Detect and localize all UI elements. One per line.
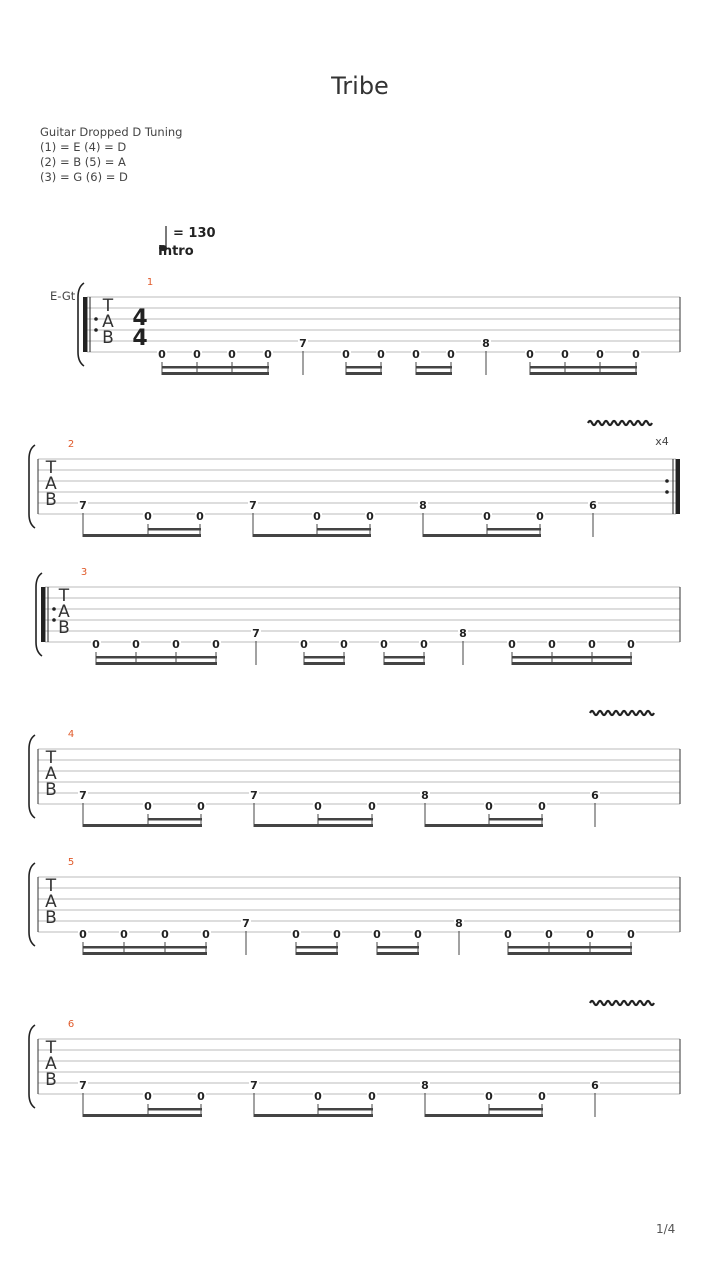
fret-number: 0 [264,348,272,361]
fret-number: 0 [526,348,534,361]
fret-number: 0 [586,928,594,941]
fret-number: 0 [132,638,140,651]
fret-number: 0 [144,1090,152,1103]
fret-number: 0 [485,800,493,813]
tuning-header: Guitar Dropped D Tuning [40,125,183,139]
fret-number: 0 [161,928,169,941]
repeat-dot [665,490,669,494]
fret-number: 7 [299,337,307,350]
beam-secondary [317,528,371,531]
beam-secondary [512,656,632,659]
beam-secondary [148,1108,202,1111]
fret-number: 0 [202,928,210,941]
fret-number: 0 [120,928,128,941]
beam [296,952,338,955]
beam [162,372,269,375]
beam [508,952,632,955]
measure-number: 5 [67,857,75,868]
tab-clef-letter: T [102,296,114,316]
fret-number: 0 [144,510,152,523]
fret-number: 0 [366,510,374,523]
fret-number: 8 [421,1079,429,1092]
repeat-dot [94,328,98,332]
beam-secondary [530,366,637,369]
tab-clef-letter: T [45,876,57,896]
fret-number: 0 [545,928,553,941]
repeat-dot [94,317,98,321]
fret-number: 0 [368,800,376,813]
tab-clef-letter: B [45,1070,57,1090]
tab-clef-letter: A [45,474,57,494]
beam [96,662,217,665]
system-bracket [29,1025,35,1108]
fret-number: 0 [314,800,322,813]
tab-clef-letter: A [58,602,70,622]
fret-number: 0 [632,348,640,361]
tab-clef-letter: B [45,908,57,928]
beam-secondary [304,656,345,659]
beam [83,952,207,955]
fret-number: 0 [172,638,180,651]
beam [377,952,419,955]
tab-clef-letter: A [102,312,114,332]
beam-secondary [489,818,543,821]
repeat-dot [52,618,56,622]
fret-number: 7 [79,789,87,802]
fret-number: 7 [79,499,87,512]
fret-number: 0 [292,928,300,941]
beam [346,372,382,375]
fret-number: 7 [252,627,260,640]
beam-secondary [377,946,419,949]
beam-secondary [489,1108,543,1111]
beam-secondary [83,946,207,949]
tuning-line: (3) = G (6) = D [40,170,128,184]
beam-secondary [487,528,541,531]
tab-clef-letter: A [45,764,57,784]
page-number: 1/4 [656,1222,676,1236]
fret-number: 0 [300,638,308,651]
tuning-line: (1) = E (4) = D [40,140,127,154]
fret-number: 7 [79,1079,87,1092]
tab-clef-letter: T [45,1038,57,1058]
tempo-value: = 130 [173,226,216,241]
fret-number: 0 [368,1090,376,1103]
beam [83,534,201,537]
fret-number: 0 [504,928,512,941]
fret-number: 0 [588,638,596,651]
section-label: Intro [158,244,194,259]
fret-number: 7 [250,789,258,802]
fret-number: 8 [482,337,490,350]
vibrato-icon [590,711,654,715]
repeat-dot [52,607,56,611]
fret-number: 6 [591,789,599,802]
beam-secondary [384,656,425,659]
beam [254,824,373,827]
fret-number: 8 [419,499,427,512]
fret-number: 7 [242,917,250,930]
fret-number: 0 [158,348,166,361]
beam [423,534,541,537]
repeat-end-thick-bar [676,459,680,514]
beam-secondary [318,818,373,821]
fret-number: 0 [548,638,556,651]
fret-number: 0 [561,348,569,361]
beam-secondary [346,366,382,369]
fret-number: 0 [144,800,152,813]
beam [425,824,543,827]
fret-number: 8 [455,917,463,930]
beam-secondary [148,528,201,531]
tab-clef-letter: B [45,780,57,800]
beam-secondary [162,366,269,369]
beam [83,1114,202,1117]
vibrato-icon [588,421,652,425]
beam-secondary [96,656,217,659]
beam [416,372,452,375]
fret-number: 0 [508,638,516,651]
fret-number: 0 [314,1090,322,1103]
repeat-start-thick-bar [41,587,45,642]
fret-number: 0 [197,1090,205,1103]
fret-number: 0 [538,1090,546,1103]
beam-secondary [318,1108,373,1111]
fret-number: 0 [538,800,546,813]
beam [512,662,632,665]
tab-clef-letter: T [58,586,70,606]
fret-number: 8 [459,627,467,640]
system-bracket [29,445,35,528]
beam [530,372,637,375]
repeat-start-thick-bar [83,297,87,352]
repeat-count: x4 [655,435,669,448]
fret-number: 0 [340,638,348,651]
fret-number: 0 [342,348,350,361]
fret-number: 0 [380,638,388,651]
fret-number: 0 [377,348,385,361]
fret-number: 7 [249,499,257,512]
vibrato-icon [590,1001,654,1005]
tab-clef-letter: A [45,892,57,912]
fret-number: 0 [92,638,100,651]
fret-number: 0 [228,348,236,361]
beam [254,1114,373,1117]
system-bracket [29,863,35,946]
fret-number: 0 [196,510,204,523]
measure-number: 4 [67,729,75,740]
fret-number: 0 [373,928,381,941]
beam-secondary [148,818,202,821]
fret-number: 0 [333,928,341,941]
fret-number: 0 [420,638,428,651]
fret-number: 6 [591,1079,599,1092]
fret-number: 8 [421,789,429,802]
repeat-dot [665,479,669,483]
fret-number: 0 [193,348,201,361]
measure-number: 1 [146,277,154,288]
beam-secondary [296,946,338,949]
tab-clef-letter: A [45,1054,57,1074]
measure-number: 6 [67,1019,75,1030]
beam [304,662,345,665]
beam [253,534,371,537]
fret-number: 6 [589,499,597,512]
fret-number: 0 [414,928,422,941]
fret-number: 0 [483,510,491,523]
fret-number: 0 [313,510,321,523]
tab-clef-letter: B [58,618,70,638]
beam [425,1114,543,1117]
tab-clef-letter: B [102,328,114,348]
fret-number: 0 [536,510,544,523]
fret-number: 0 [596,348,604,361]
beam-secondary [508,946,632,949]
system-bracket [29,735,35,818]
tuning-line: (2) = B (5) = A [40,155,126,169]
fret-number: 0 [212,638,220,651]
fret-number: 0 [627,928,635,941]
fret-number: 0 [447,348,455,361]
fret-number: 7 [250,1079,258,1092]
beam-secondary [416,366,452,369]
fret-number: 0 [485,1090,493,1103]
fret-number: 0 [197,800,205,813]
time-signature-top: 4 [132,306,148,331]
measure-number: 2 [67,439,75,450]
fret-number: 0 [79,928,87,941]
tab-clef-letter: B [45,490,57,510]
fret-number: 0 [627,638,635,651]
tab-clef-letter: T [45,748,57,768]
tab-clef-letter: T [45,458,57,478]
measure-number: 3 [80,567,88,578]
beam [83,824,202,827]
instrument-label: E-Gt [50,289,76,303]
time-signature-bottom: 4 [132,326,148,351]
fret-number: 0 [412,348,420,361]
song-title: Tribe [331,72,389,100]
beam [384,662,425,665]
